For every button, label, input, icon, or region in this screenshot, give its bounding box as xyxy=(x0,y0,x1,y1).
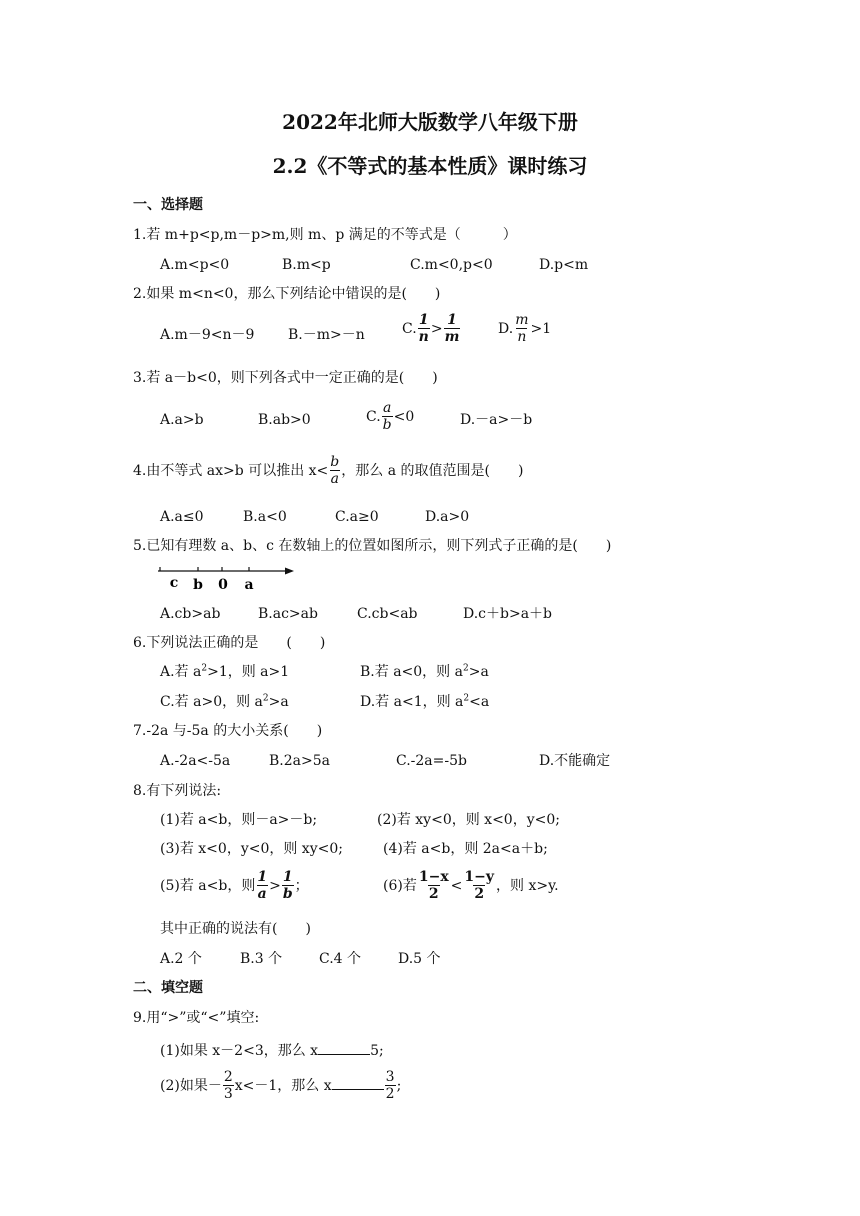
q7-option-b: B.2a>5a xyxy=(269,753,330,769)
q4-fraction: $\frac{b}{a}$ xyxy=(330,454,340,487)
q3-option-d: D.－a>－b xyxy=(460,412,533,428)
q1-option-b: B.m<p xyxy=(282,257,331,273)
q4-stem-pre: 4.由不等式 ax>b 可以推出 x< xyxy=(133,462,329,479)
q9-part-1-answer-blank[interactable] xyxy=(318,1040,370,1055)
q8-option-d: D.5 个 xyxy=(398,951,441,967)
q3-option-c xyxy=(366,400,414,433)
number-line-label-b: b xyxy=(193,577,203,593)
q3-option-a: A.a>b xyxy=(160,412,204,428)
q8-option-c: C.4 个 xyxy=(319,951,362,967)
q3-c-fraction: $\frac{a}{b}$ xyxy=(382,400,392,433)
q2-d-prefix: D. xyxy=(498,320,514,337)
q1-option-d: D.p<m xyxy=(539,257,589,273)
q6-option-b: B.若 a<0，则 $a^2>a$ xyxy=(360,663,489,680)
q5-option-a: A.cb>ab xyxy=(160,606,221,622)
q9-p2-left-fraction: $\frac{2}{3}$ xyxy=(223,1069,233,1102)
q2-d-fraction: $\frac{m}{n}$ xyxy=(515,312,529,345)
q9-part-1: (1)如果 x－2<3，那么 x 5; xyxy=(160,1040,384,1060)
q2-c-prefix: C. xyxy=(402,320,417,337)
q1-option-c: C.m<0,p<0 xyxy=(410,257,493,273)
q6-option-d: D.若 a<1，则 $a^2<a$ xyxy=(360,693,490,710)
question-9-stem: 9.用“>”或“<”填空: xyxy=(133,1010,260,1026)
q8-statement-1: (1)若 a<b，则－a>－b; xyxy=(160,812,318,828)
section-heading-choice: 一、选择题 xyxy=(133,197,203,213)
q3-c-rest: <0 xyxy=(393,408,415,425)
q4-option-a: A.a≤0 xyxy=(160,509,204,525)
q2-c-operator: > xyxy=(430,320,443,337)
question-8-stem: 8.有下列说法: xyxy=(133,783,222,799)
q4-stem-post: ，那么 a 的取值范围是( ) xyxy=(341,462,524,479)
q8-s6-left-fraction: $\frac{1-x}{2}$ xyxy=(418,869,449,902)
q8-statement-6: (6)若 $\frac{1-x}{2}$ < $\frac{1-y}{2}$ ，则 x>y. xyxy=(383,869,559,902)
number-line-label-c: c xyxy=(169,575,179,591)
question-5-stem: 5.已知有理数 a、b、c 在数轴上的位置如图所示，则下列式子正确的是( ) xyxy=(133,538,612,554)
q5-option-d: D.c＋b>a＋b xyxy=(463,606,553,622)
q2-d-rest: >1 xyxy=(530,320,552,337)
number-line-figure xyxy=(155,562,300,594)
q8-statement-5: (5)若 a<b，则 $\frac{1}{a}$ > $\frac{1}{b}$ ； xyxy=(160,869,309,902)
q4-option-b: B.a<0 xyxy=(243,509,287,525)
question-7-stem: 7.-2a 与-5a 的大小关系( ) xyxy=(133,723,323,739)
question-4-stem xyxy=(133,454,523,487)
number-line-label-a: a xyxy=(244,577,254,593)
q6-option-c: C.若 a>0，则 $a^2>a$ xyxy=(160,693,289,710)
page-title: 2022年北师大版数学八年级下册 xyxy=(282,110,578,134)
q3-option-b: B.ab>0 xyxy=(258,412,311,428)
q2-c-right-fraction: $\frac{1}{m}$ xyxy=(444,312,460,345)
number-line-label-0: 0 xyxy=(218,577,228,593)
question-6-stem: 6.下列说法正确的是 ( ) xyxy=(133,635,326,651)
q8-s6-right-fraction: $\frac{1-y}{2}$ xyxy=(464,869,495,902)
q2-option-c xyxy=(402,312,461,345)
q8-option-b: B.3 个 xyxy=(240,951,283,967)
q8-statement-3: (3)若 x<0，y<0，则 xy<0; xyxy=(160,841,343,857)
q7-option-a: A.-2a<-5a xyxy=(160,753,231,769)
q5-option-b: B.ac>ab xyxy=(258,606,318,622)
q9-part-2: (2)如果－ $\frac{2}{3}$ x<－1，那么 x $\frac{3}{2}$ ; xyxy=(160,1069,402,1102)
q8-statement-4: (4)若 a<b，则 2a<a＋b; xyxy=(383,841,548,857)
q4-option-c: C.a≥0 xyxy=(335,509,379,525)
q8-statement-2: (2)若 xy<0，则 x<0，y<0; xyxy=(377,812,560,828)
q8-ask: 其中正确的说法有( ) xyxy=(160,921,311,937)
q5-option-c: C.cb<ab xyxy=(357,606,418,622)
q7-option-d: D.不能确定 xyxy=(539,753,611,769)
q2-option-b: B.－m>－n xyxy=(288,327,365,343)
question-2-stem: 2.如果 m<n<0，那么下列结论中错误的是( ) xyxy=(133,286,441,302)
q2-option-d xyxy=(498,312,551,345)
q7-option-c: C.-2a=-5b xyxy=(396,753,467,769)
q9-p2-right-fraction: $\frac{3}{2}$ xyxy=(385,1069,395,1102)
q1-option-a: A.m<p<0 xyxy=(160,257,230,273)
q8-option-a: A.2 个 xyxy=(160,951,202,967)
section-heading-fill: 二、填空题 xyxy=(133,980,203,996)
q4-option-d: D.a>0 xyxy=(425,509,470,525)
number-line-arrow xyxy=(285,568,294,575)
page-subtitle: 2.2《不等式的基本性质》课时练习 xyxy=(272,154,588,178)
q2-c-left-fraction: $\frac{1}{n}$ xyxy=(418,312,429,345)
question-3-stem: 3.若 a－b<0，则下列各式中一定正确的是( ) xyxy=(133,370,438,386)
q8-s5-right-fraction: $\frac{1}{b}$ xyxy=(282,869,293,902)
q3-c-prefix: C. xyxy=(366,408,381,425)
q2-option-a: A.m－9<n－9 xyxy=(160,327,255,343)
q6-option-a: A.若 $a^2>1$，则 a>1 xyxy=(160,663,290,680)
question-1-stem: 1.若 m+p<p,m－p>m,则 m、p 满足的不等式是（ ） xyxy=(133,227,517,243)
q9-part-2-answer-blank[interactable] xyxy=(332,1075,384,1090)
q8-s5-left-fraction: $\frac{1}{a}$ xyxy=(257,869,268,902)
